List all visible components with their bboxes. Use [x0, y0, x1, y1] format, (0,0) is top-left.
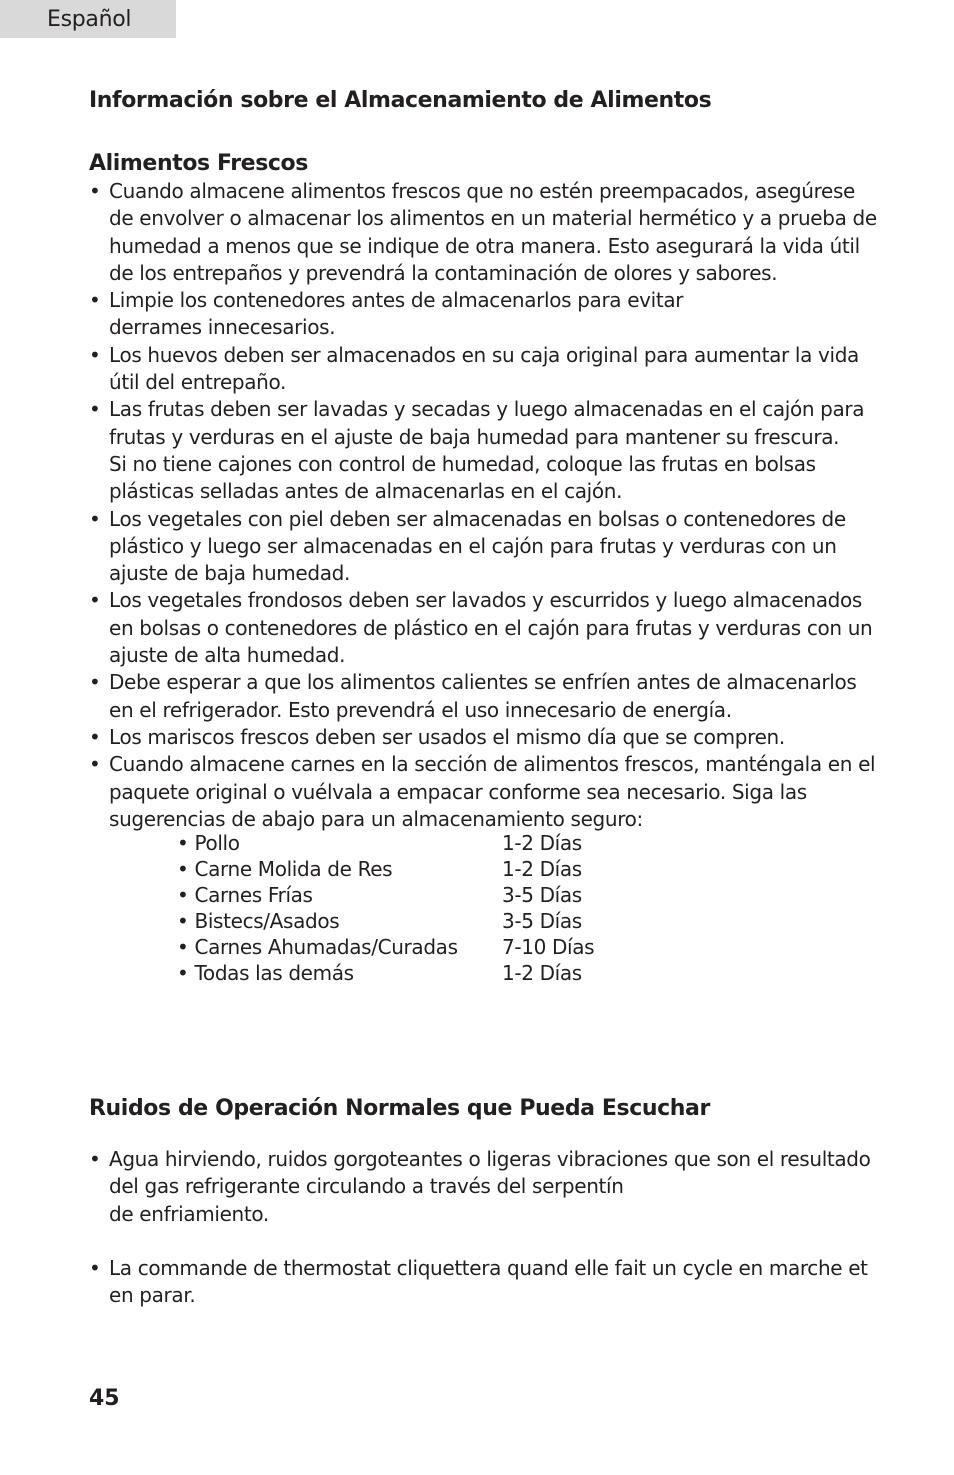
spacer — [89, 1228, 879, 1255]
bullet-icon: • — [89, 752, 101, 777]
list-item: • Cuando almacene carnes en la sección de alimentos frescos, manténgala en el paquete original o vuélvala a empacar conforme sea necesario. Siga las sugerencias de abajo para un almacenamiento seguro: — [89, 752, 876, 831]
food-cell: • Todas las demás — [177, 961, 354, 985]
list-item: • Los vegetales frondosos deben ser lavados y escurridos y luego almacenados en bolsas o contenedores de plástico en el cajón para frutas y verduras con un ajuste de alta humedad. — [89, 588, 873, 668]
table-row — [177, 908, 594, 934]
food-cell: • Bistecs/Asados — [177, 909, 340, 933]
days-cell: 1-2 Días — [502, 831, 582, 855]
bullet-icon: • — [89, 506, 101, 531]
bullet-icon: • — [89, 1256, 101, 1281]
days-cell: 1-2 Días — [502, 961, 582, 985]
bullet-icon: • — [89, 670, 101, 695]
table-row — [177, 960, 594, 986]
language-tab: Español — [0, 0, 176, 38]
meat-storage-table — [177, 830, 594, 986]
list-item: • Debe esperar a que los alimentos calientes se enfríen antes de almacenarlos en el refrigerador. Esto prevendrá el uso innecesario de energía. — [89, 670, 857, 722]
list-item: • Los huevos deben ser almacenados en su caja original para aumentar la vida útil del entrepaño. — [89, 342, 859, 395]
table-row — [177, 934, 594, 960]
list-item: • Las frutas deben ser lavadas y secadas y luego almacenadas en el cajón para frutas y verduras en el ajuste de baja humedad para mantener su frescura. Si no tiene cajones con control de humedad, coloque las frutas en bolsas plásticas selladas antes de almacenarlas en el cajón. — [89, 397, 865, 504]
list-item: • Limpie los contenedores antes de almacenarlos para evitar derrames innecesarios. — [89, 288, 684, 340]
bullet-icon: • — [89, 1147, 101, 1171]
days-cell: 3-5 Días — [502, 909, 582, 933]
fresh-foods-list — [89, 178, 879, 833]
bullet-icon: • — [89, 724, 101, 749]
food-cell: • Carnes Ahumadas/Curadas — [177, 935, 458, 959]
noises-list — [89, 1146, 879, 1310]
page-number: 45 — [89, 1386, 120, 1411]
bullet-icon: • — [89, 342, 101, 367]
table-row — [177, 856, 594, 882]
bullet-icon: • — [89, 179, 101, 203]
table-row — [177, 830, 594, 856]
list-item: • La commande de thermostat cliquettera quand elle fait un cycle en marche et en parar. — [89, 1256, 868, 1308]
fresh-foods-heading: Alimentos Frescos — [89, 151, 308, 176]
days-cell: 1-2 Días — [502, 857, 582, 881]
list-item: • Cuando almacene alimentos frescos que no estén preempacados, asegúrese de envolver o almacenar los alimentos en un material hermético y a prueba de humedad a menos que se indique de otra manera. Esto asegurará la vida útil de los entrepaños y prevendrá la contaminación de olores y sabores. — [89, 179, 877, 285]
food-cell: • Carne Molida de Res — [177, 857, 393, 881]
bullet-icon: • — [89, 397, 101, 422]
list-item: • Agua hirviendo, ruidos gorgoteantes o ligeras vibraciones que son el resultado del gas refrigerante circulando a través del serpentín de enfriamiento. — [89, 1147, 871, 1226]
bullet-icon: • — [89, 588, 101, 613]
table-row — [177, 882, 594, 908]
food-cell: • Pollo — [177, 831, 240, 855]
food-cell: • Carnes Frías — [177, 883, 313, 907]
list-item: • Los vegetales con piel deben ser almacenadas en bolsas o contenedores de plástico y luego ser almacenadas en el cajón para frutas y verduras con un ajuste de baja humedad. — [89, 506, 846, 586]
noises-heading: Ruidos de Operación Normales que Pueda Escuchar — [89, 1096, 710, 1121]
bullet-icon: • — [89, 288, 101, 313]
days-cell: 7-10 Días — [502, 935, 595, 959]
page-title: Información sobre el Almacenamiento de Alimentos — [89, 88, 712, 113]
list-item: • Los mariscos frescos deben ser usados el mismo día que se compren. — [89, 724, 879, 751]
days-cell: 3-5 Días — [502, 883, 582, 907]
